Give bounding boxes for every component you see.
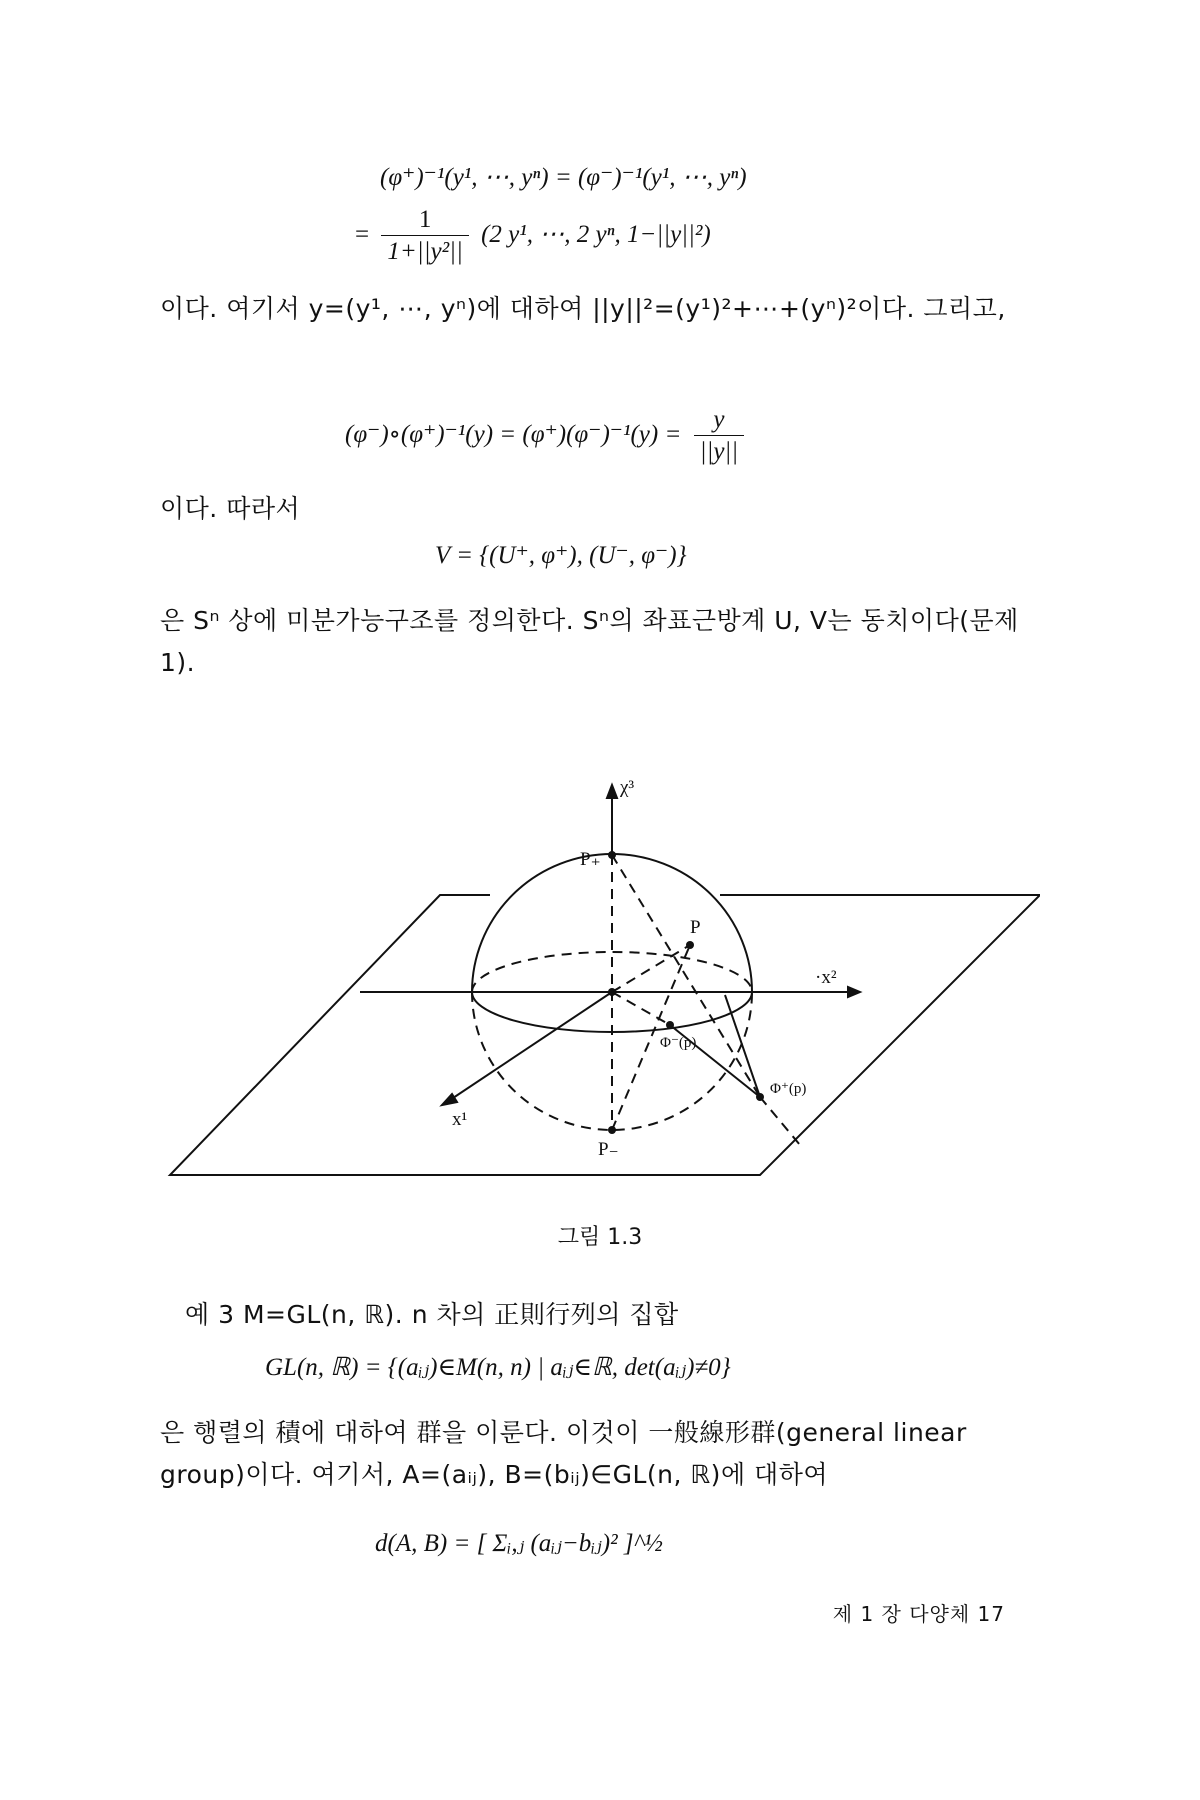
label-x2: ·x² (815, 967, 837, 988)
paragraph-therefore: 이다. 따라서 (160, 494, 301, 523)
equals-sign: = (355, 220, 370, 248)
fraction-numerator: 1 (381, 205, 468, 236)
point-p-minus (608, 1126, 616, 1134)
equation-inverse-charts-formula (355, 205, 711, 267)
label-phi-minus: Φ⁻(p) (660, 1035, 697, 1051)
fraction-denominator: 1+||y²|| (387, 238, 463, 265)
plane-outline (170, 895, 1040, 1175)
x3-axis-arrow (607, 785, 617, 798)
coordinate-tuple: (2 y¹, ⋯, 2 yⁿ, 1−||y||²) (481, 220, 711, 248)
paragraph-example-3: 예 3 M=GL(n, ℝ). n 차의 正則行列의 집합 (185, 1300, 679, 1329)
ray-north (612, 855, 760, 1097)
extension (760, 1097, 800, 1145)
x1-axis (450, 992, 612, 1100)
point-p (686, 941, 694, 949)
label-p-minus: P₋ (598, 1139, 619, 1160)
equation-atlas-v: V = {(U⁺, φ⁺), (U⁻, φ⁻)} (435, 542, 687, 569)
equation-distance: d(A, B) = [ Σᵢ,ⱼ (aᵢⱼ−bᵢⱼ)² ]^½ (375, 1530, 663, 1557)
figure-caption: 그림 1.3 (557, 1225, 643, 1250)
page-footer: 제 1 장 다양체 17 (832, 1602, 1005, 1626)
radius-p (612, 945, 690, 992)
equation-general-linear-group: GL(n, ℝ) = {(aᵢⱼ)∈M(n, n) | aᵢⱼ∈ℝ, det(aᵢⱼ)≠0} (265, 1354, 731, 1381)
transition-lhs: (φ⁻)∘(φ⁺)⁻¹(y) = (φ⁺)(φ⁻)⁻¹(y) = (345, 420, 682, 448)
point-phi-plus (756, 1093, 764, 1101)
point-phi-minus (666, 1021, 674, 1029)
equation-inverse-charts: (φ⁺)⁻¹(y¹, ⋯, yⁿ) = (φ⁻)⁻¹(y¹, ⋯, yⁿ) (380, 164, 747, 191)
x2-axis-arrow (848, 987, 860, 997)
paragraph-differentiable-structure: 은 Sⁿ 상에 미분가능구조를 정의한다. Sⁿ의 좌표근방계 U, V는 동치이다(문제 1). (160, 606, 1019, 677)
label-x3: χ³ (620, 777, 635, 798)
equation-transition-map (345, 405, 750, 467)
point-center (608, 988, 616, 996)
paragraph-norm-definition: 이다. 여기서 y=(y¹, ⋯, yⁿ)에 대하여 ||y||²=(y¹)²+⋯+(yⁿ)²이다. 그리고, (160, 294, 1006, 323)
label-p-plus: P₊ (580, 849, 601, 870)
paragraph-group-definition: 은 행렬의 積에 대하여 群을 이룬다. 이것이 一般線形群(general linear group)이다. 여기서, A=(aᵢⱼ), B=(bᵢⱼ)∈GL(n, ℝ)에 대하여 (160, 1418, 967, 1489)
fraction-denominator: ||y|| (699, 438, 739, 465)
point-p-plus (608, 851, 616, 859)
p-to-plane (725, 995, 760, 1097)
fraction (381, 205, 468, 267)
fraction-numerator: y (694, 405, 745, 436)
label-x1: x¹ (452, 1109, 468, 1130)
stereographic-projection-figure (160, 745, 1040, 1185)
label-p: P (690, 917, 701, 938)
fraction (694, 405, 745, 467)
center-to-phi-minus (612, 992, 670, 1025)
label-phi-plus: Φ⁺(p) (770, 1081, 807, 1097)
